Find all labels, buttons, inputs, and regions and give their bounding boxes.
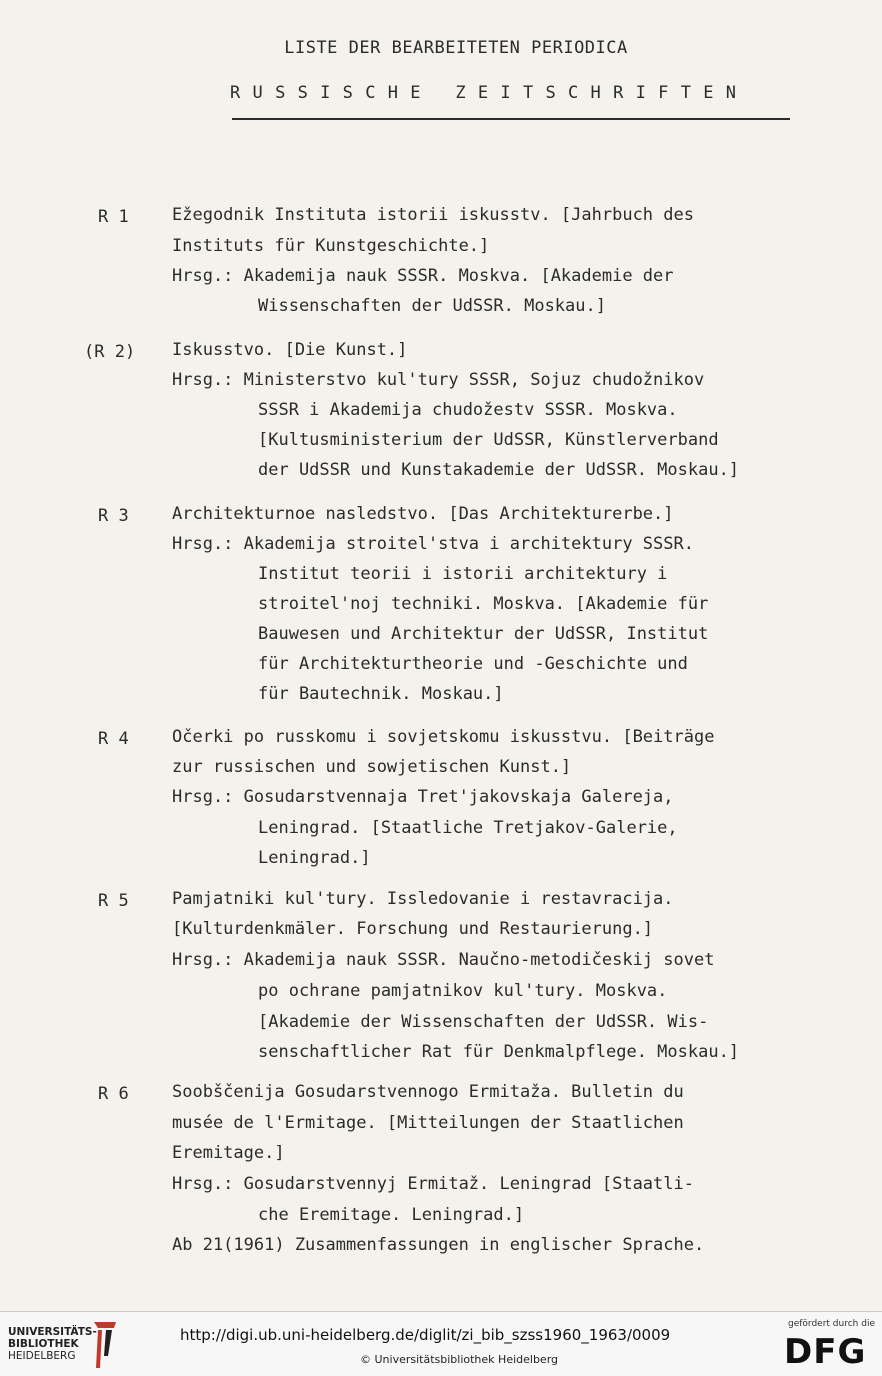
entry-line: für Bautechnik. Moskau.]	[258, 684, 504, 704]
entry-line: che Eremitage. Leningrad.]	[258, 1205, 525, 1225]
entry-code: R 5	[98, 891, 129, 911]
entry-line: Hrsg.: Ministerstvo kul'tury SSSR, Sojuz chudožnikov	[172, 370, 705, 390]
funding-note: gefördert durch die	[788, 1319, 875, 1329]
entry-code: R 3	[98, 506, 129, 526]
entry-line: [Kultusministerium der UdSSR, Künstlerverband	[258, 430, 719, 450]
entry-code: R 4	[98, 729, 129, 749]
entry-line: Architekturnoe nasledstvo. [Das Architekturerbe.]	[172, 504, 674, 524]
copyright-notice: © Universitätsbibliothek Heidelberg	[360, 1353, 559, 1366]
entry-line: musée de l'Ermitage. [Mitteilungen der Staatlichen	[172, 1113, 684, 1133]
page-subtitle: RUSSISCHE ZEITSCHRIFTEN	[230, 83, 749, 103]
entry-line: Institut teorii i istorii architektury i	[258, 564, 668, 584]
entry-line: Leningrad.]	[258, 848, 371, 868]
entry-line: Iskusstvo. [Die Kunst.]	[172, 340, 408, 360]
entry-line: Wissenschaften der UdSSR. Moskau.]	[258, 296, 606, 316]
library-name-line: UNIVERSITÄTS-	[8, 1326, 97, 1338]
library-name-line: HEIDELBERG	[8, 1350, 76, 1362]
entry-line: Hrsg.: Gosudarstvennyj Ermitaž. Leningrad [Staatli-	[172, 1174, 694, 1194]
entry-code: (R 2)	[84, 342, 136, 362]
library-name-line: BIBLIOTHEK	[8, 1338, 79, 1350]
entry-line: Očerki po russkomu i sovjetskomu iskusstvu. [Beiträge	[172, 727, 715, 747]
entry-line: Pamjatniki kul'tury. Issledovanie i restavracija.	[172, 889, 674, 909]
entry-line: Ežegodnik Instituta istorii iskusstv. [Jahrbuch des	[172, 205, 694, 225]
entry-line: senschaftlicher Rat für Denkmalpflege. Moskau.]	[258, 1042, 740, 1062]
entry-code: R 6	[98, 1084, 129, 1104]
entry-line: SSSR i Akademija chudožestv SSSR. Moskva.	[258, 400, 678, 420]
entry-line: stroitel'noj techniki. Moskva. [Akademie für	[258, 594, 709, 614]
entry-line: Hrsg.: Akademija stroitel'stva i architektury SSSR.	[172, 534, 694, 554]
entry-line: Soobščenija Gosudarstvennogo Ermitaža. Bulletin du	[172, 1082, 684, 1102]
entry-line: [Kulturdenkmäler. Forschung und Restaurierung.]	[172, 919, 654, 939]
entry-line: der UdSSR und Kunstakademie der UdSSR. Moskau.]	[258, 460, 740, 480]
entry-code: R 1	[98, 207, 129, 227]
subtitle-underline	[232, 118, 790, 120]
entry-line: für Architekturtheorie und -Geschichte und	[258, 654, 688, 674]
entry-line: Bauwesen und Architektur der UdSSR, Institut	[258, 624, 709, 644]
entry-line: zur russischen und sowjetischen Kunst.]	[172, 757, 572, 777]
entry-line: po ochrane pamjatnikov kul'tury. Moskva.	[258, 981, 668, 1001]
library-name	[8, 1326, 97, 1362]
entry-line: Leningrad. [Staatliche Tretjakov-Galerie,	[258, 818, 678, 838]
page-title: LISTE DER BEARBEITETEN PERIODICA	[284, 38, 628, 58]
entry-line: Hrsg.: Akademija nauk SSSR. Moskva. [Akademie der	[172, 266, 674, 286]
entry-line: Instituts für Kunstgeschichte.]	[172, 236, 490, 256]
entry-line: Hrsg.: Gosudarstvennaja Tret'jakovskaja Galereja,	[172, 787, 674, 807]
entry-line: Hrsg.: Akademija nauk SSSR. Naučno-metodičeskij sovet	[172, 950, 715, 970]
dfg-logo: DFG	[784, 1332, 867, 1372]
entry-line: [Akademie der Wissenschaften der UdSSR. Wis-	[258, 1012, 709, 1032]
entry-line: Ab 21(1961) Zusammenfassungen in englischer Sprache.	[172, 1235, 705, 1255]
entry-line: Eremitage.]	[172, 1143, 285, 1163]
footer-bar	[0, 1311, 882, 1376]
library-logo-icon	[90, 1316, 120, 1372]
document-url-link[interactable]: http://digi.ub.uni-heidelberg.de/diglit/zi_bib_szss1960_1963/0009	[180, 1326, 671, 1344]
